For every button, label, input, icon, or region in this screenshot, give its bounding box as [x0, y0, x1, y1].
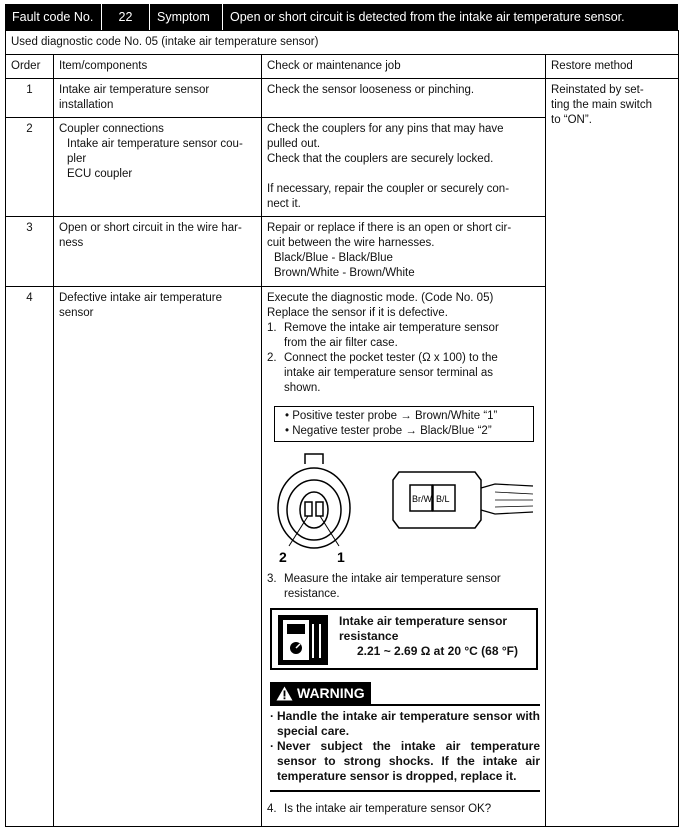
warning-header — [270, 682, 540, 706]
column-header-item: Item/components — [54, 55, 262, 79]
check-line: pulled out. — [267, 138, 321, 150]
warning-item: · Never subject the intake air temperature sensor to strong shocks. If the intake air temperature sensor is dropped, replace it. — [270, 739, 540, 783]
spec-value: 2.21 ~ 2.69 Ω at 20 °C (68 °F) — [357, 644, 518, 658]
symptom-text: Open or short circuit is detected from the intake air temperature sensor. — [230, 10, 625, 24]
column-header-order: Order — [6, 55, 54, 79]
check-line: nect it. — [267, 198, 301, 210]
item-line: installation — [59, 99, 114, 111]
item-line: Defective intake air temperature — [59, 292, 222, 304]
resistance-spec-box — [270, 608, 538, 670]
check-line: Check the couplers for any pins that may have — [267, 123, 504, 135]
row-check — [262, 287, 546, 827]
check-line: Brown/White - Brown/White — [274, 267, 415, 279]
warning-item: · Handle the intake air temperature sensor with special care. — [270, 709, 540, 738]
step-number: 2. — [267, 352, 277, 364]
warning-triangle-icon — [276, 686, 293, 701]
row-check: Check the sensor looseness or pinching. — [262, 79, 546, 118]
step-line: Connect the pocket tester (Ω x 100) to the — [284, 352, 498, 364]
row-check — [262, 217, 546, 287]
probe-negative: • Negative tester probe → Black/Blue “2” — [285, 425, 492, 437]
row-check — [262, 118, 546, 217]
step-4 — [267, 802, 540, 817]
column-header-check: Check or maintenance job — [262, 55, 546, 79]
item-line: Open or short circuit in the wire har- — [59, 222, 242, 234]
step-line: Is the intake air temperature sensor OK? — [284, 803, 492, 815]
check-line: cuit between the wire harnesses. — [267, 237, 435, 249]
item-line: sensor — [59, 307, 94, 319]
step-1 — [267, 321, 540, 351]
diagnostic-page — [5, 4, 678, 824]
warning-list — [270, 706, 540, 792]
step-line: from the air filter case. — [284, 337, 398, 349]
warning-text: Handle the intake air temperature sensor with special care. — [277, 709, 540, 738]
column-header-restore: Restore method — [546, 55, 679, 79]
fault-code-header — [5, 4, 678, 30]
check-line: Check that the couplers are securely locked. — [267, 153, 494, 165]
step-2 — [267, 351, 540, 396]
check-line: If necessary, repair the coupler or securely con- — [267, 183, 510, 195]
row-item — [54, 118, 262, 217]
restore-line: to “ON”. — [551, 114, 592, 126]
multimeter-icon — [277, 614, 329, 666]
row-item — [54, 79, 262, 118]
step-number: 4. — [267, 803, 277, 815]
restore-line: Reinstated by set- — [551, 84, 644, 96]
step-3 — [267, 572, 540, 602]
coupler-label-brw: Br/W — [412, 494, 432, 504]
row-order: 3 — [6, 217, 54, 287]
coupler-label-bl: B/L — [436, 494, 450, 504]
row-item — [54, 217, 262, 287]
step-line: intake air temperature sensor terminal as — [284, 367, 494, 379]
sensor-terminal-diagram — [267, 450, 537, 572]
warning-text: Never subject the intake air temperature sensor to strong shocks. If the intake air temperature sensor is dropped, replace it. — [277, 739, 540, 783]
step-number: 1. — [267, 322, 277, 334]
diagnostic-table — [5, 30, 679, 827]
item-line: Intake air temperature sensor — [59, 84, 210, 96]
step-line: Remove the intake air temperature sensor — [284, 322, 499, 334]
step-line: shown. — [284, 382, 321, 394]
fault-code-value: 22 — [102, 4, 150, 30]
check-line: Repair or replace if there is an open or short cir- — [267, 222, 512, 234]
step-line: Measure the intake air temperature sensor — [284, 573, 501, 585]
terminal-label-1: 1 — [337, 549, 345, 565]
probe-positive: • Positive tester probe → Brown/White “1” — [285, 410, 498, 422]
step-number: 3. — [267, 573, 277, 585]
symptom-label: Symptom — [150, 4, 223, 30]
item-line: Intake air temperature sensor cou- — [67, 138, 243, 150]
check-line: Replace the sensor if it is defective. — [267, 307, 448, 319]
used-code-row — [6, 31, 679, 55]
check-line: Execute the diagnostic mode. (Code No. 05) — [267, 292, 494, 304]
item-line: ness — [59, 237, 84, 249]
item-line: ECU coupler — [67, 168, 133, 180]
tester-probe-box — [274, 406, 534, 442]
row-order: 4 — [6, 287, 54, 827]
row-item — [54, 287, 262, 827]
spec-text — [329, 614, 518, 664]
warning-badge — [270, 682, 371, 704]
terminal-label-2: 2 — [279, 549, 287, 565]
spec-title: Intake air temperature sensor — [339, 614, 508, 628]
warning-label: WARNING — [297, 684, 365, 701]
step-line: resistance. — [284, 588, 340, 600]
table-row-1 — [6, 79, 679, 118]
item-line: Coupler connections — [59, 123, 164, 135]
spec-title: resistance — [339, 629, 399, 643]
row-order: 1 — [6, 79, 54, 118]
sensor-connector-illustration — [278, 454, 350, 548]
used-code-text: Used diagnostic code No. 05 (intake air temperature sensor) — [6, 31, 679, 55]
fault-code-label: Fault code No. — [5, 4, 102, 30]
row-order: 2 — [6, 118, 54, 217]
item-line: pler — [67, 153, 87, 165]
restore-method-cell — [546, 79, 679, 827]
check-line: Black/Blue - Black/Blue — [274, 252, 393, 264]
column-header-row — [6, 55, 679, 79]
restore-line: ting the main switch — [551, 99, 652, 111]
